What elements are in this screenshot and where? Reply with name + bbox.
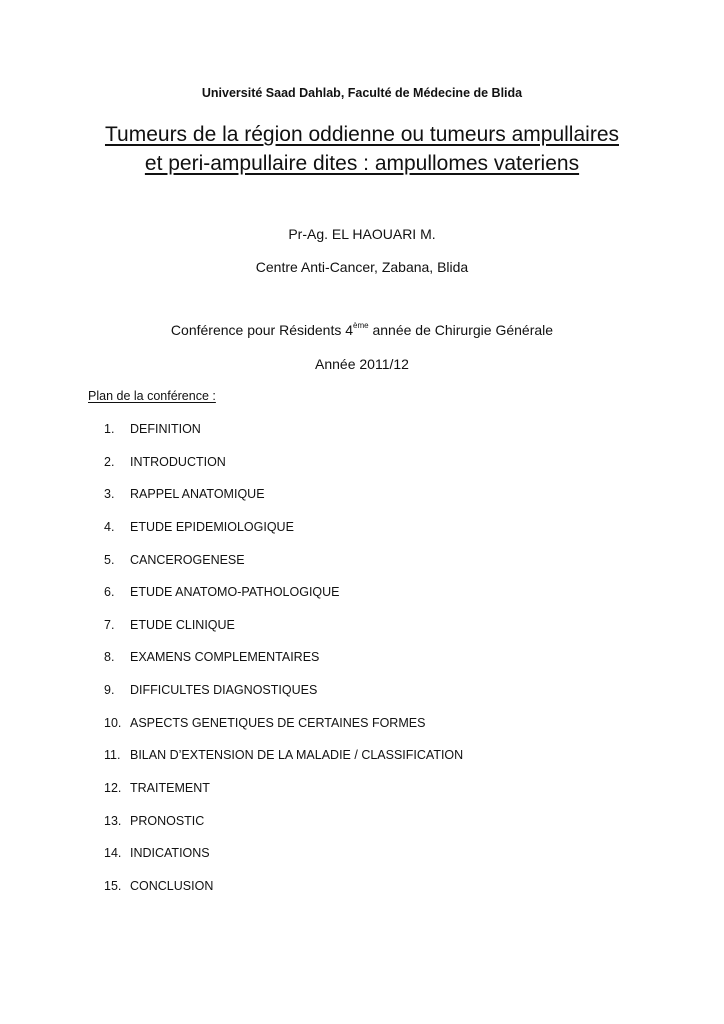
list-item xyxy=(104,649,463,682)
list-item-number: 1. xyxy=(104,422,115,436)
institution-header: Université Saad Dahlab, Faculté de Médecine de Blida xyxy=(201,86,523,100)
conference-line xyxy=(0,322,724,338)
title-line-1: Tumeurs de la région oddienne ou tumeurs ampullaires xyxy=(104,123,619,146)
list-item xyxy=(104,715,463,748)
list-item-number: 15. xyxy=(104,878,122,893)
list-item xyxy=(104,617,463,650)
list-item xyxy=(104,519,463,552)
list-item-label: CONCLUSION xyxy=(130,878,214,893)
plan-heading: Plan de la conférence : xyxy=(88,389,216,403)
title-line-2: et peri-ampullaire dites : ampullomes vateriens xyxy=(144,152,580,175)
list-item xyxy=(104,421,463,454)
list-item-number: 7. xyxy=(104,617,115,632)
list-item xyxy=(104,845,463,878)
academic-year: Année 2011/12 xyxy=(315,356,409,372)
list-item-label: BILAN D’EXTENSION DE LA MALADIE / CLASSIFICATION xyxy=(130,748,464,763)
conference-prefix: Conférence pour Résidents 4 xyxy=(170,322,354,338)
list-item-number: 8. xyxy=(104,650,115,665)
list-item xyxy=(104,878,463,911)
author-name: Pr-Ag. EL HAOUARI M. xyxy=(288,226,436,242)
list-item-number: 11. xyxy=(104,748,121,763)
list-item xyxy=(104,584,463,617)
conference-superscript: ème xyxy=(353,321,369,330)
list-item-number: 3. xyxy=(104,487,115,502)
list-item-label: ASPECTS GENETIQUES DE CERTAINES FORMES xyxy=(130,715,426,730)
list-item-label: DEFINITION xyxy=(130,422,201,436)
list-item-number: 9. xyxy=(104,683,115,698)
list-item-label: EXAMENS COMPLEMENTAIRES xyxy=(130,650,320,665)
list-item-label: INDICATIONS xyxy=(130,846,210,861)
list-item-label: RAPPEL ANATOMIQUE xyxy=(130,487,265,502)
list-item-number: 2. xyxy=(104,454,115,469)
list-item-label: DIFFICULTES DIAGNOSTIQUES xyxy=(130,683,318,698)
list-item xyxy=(104,454,463,487)
conference-suffix: année de Chirurgie Générale xyxy=(368,322,554,338)
list-item-label: ETUDE CLINIQUE xyxy=(130,617,235,632)
list-item xyxy=(104,682,463,715)
list-item xyxy=(104,747,463,780)
list-item-label: CANCEROGENESE xyxy=(130,552,245,567)
list-item xyxy=(104,813,463,846)
list-item xyxy=(104,780,463,813)
list-item-label: ETUDE ANATOMO-PATHOLOGIQUE xyxy=(130,585,340,600)
list-item-number: 6. xyxy=(104,585,115,600)
list-item-label: INTRODUCTION xyxy=(130,454,226,469)
list-item-label: ETUDE EPIDEMIOLOGIQUE xyxy=(130,519,294,534)
author-affiliation: Centre Anti-Cancer, Zabana, Blida xyxy=(255,259,469,275)
list-item-label: TRAITEMENT xyxy=(130,781,210,796)
list-item-number: 14. xyxy=(104,846,122,861)
list-item-number: 4. xyxy=(104,519,115,534)
list-item-number: 5. xyxy=(104,552,115,567)
list-item-number: 10. xyxy=(104,715,122,730)
list-item xyxy=(104,552,463,585)
list-item-number: 12. xyxy=(104,781,122,796)
list-item-label: PRONOSTIC xyxy=(130,813,205,828)
list-item-number: 13. xyxy=(104,813,122,828)
list-item xyxy=(104,486,463,519)
document-title xyxy=(60,120,664,178)
plan-list xyxy=(104,421,463,911)
